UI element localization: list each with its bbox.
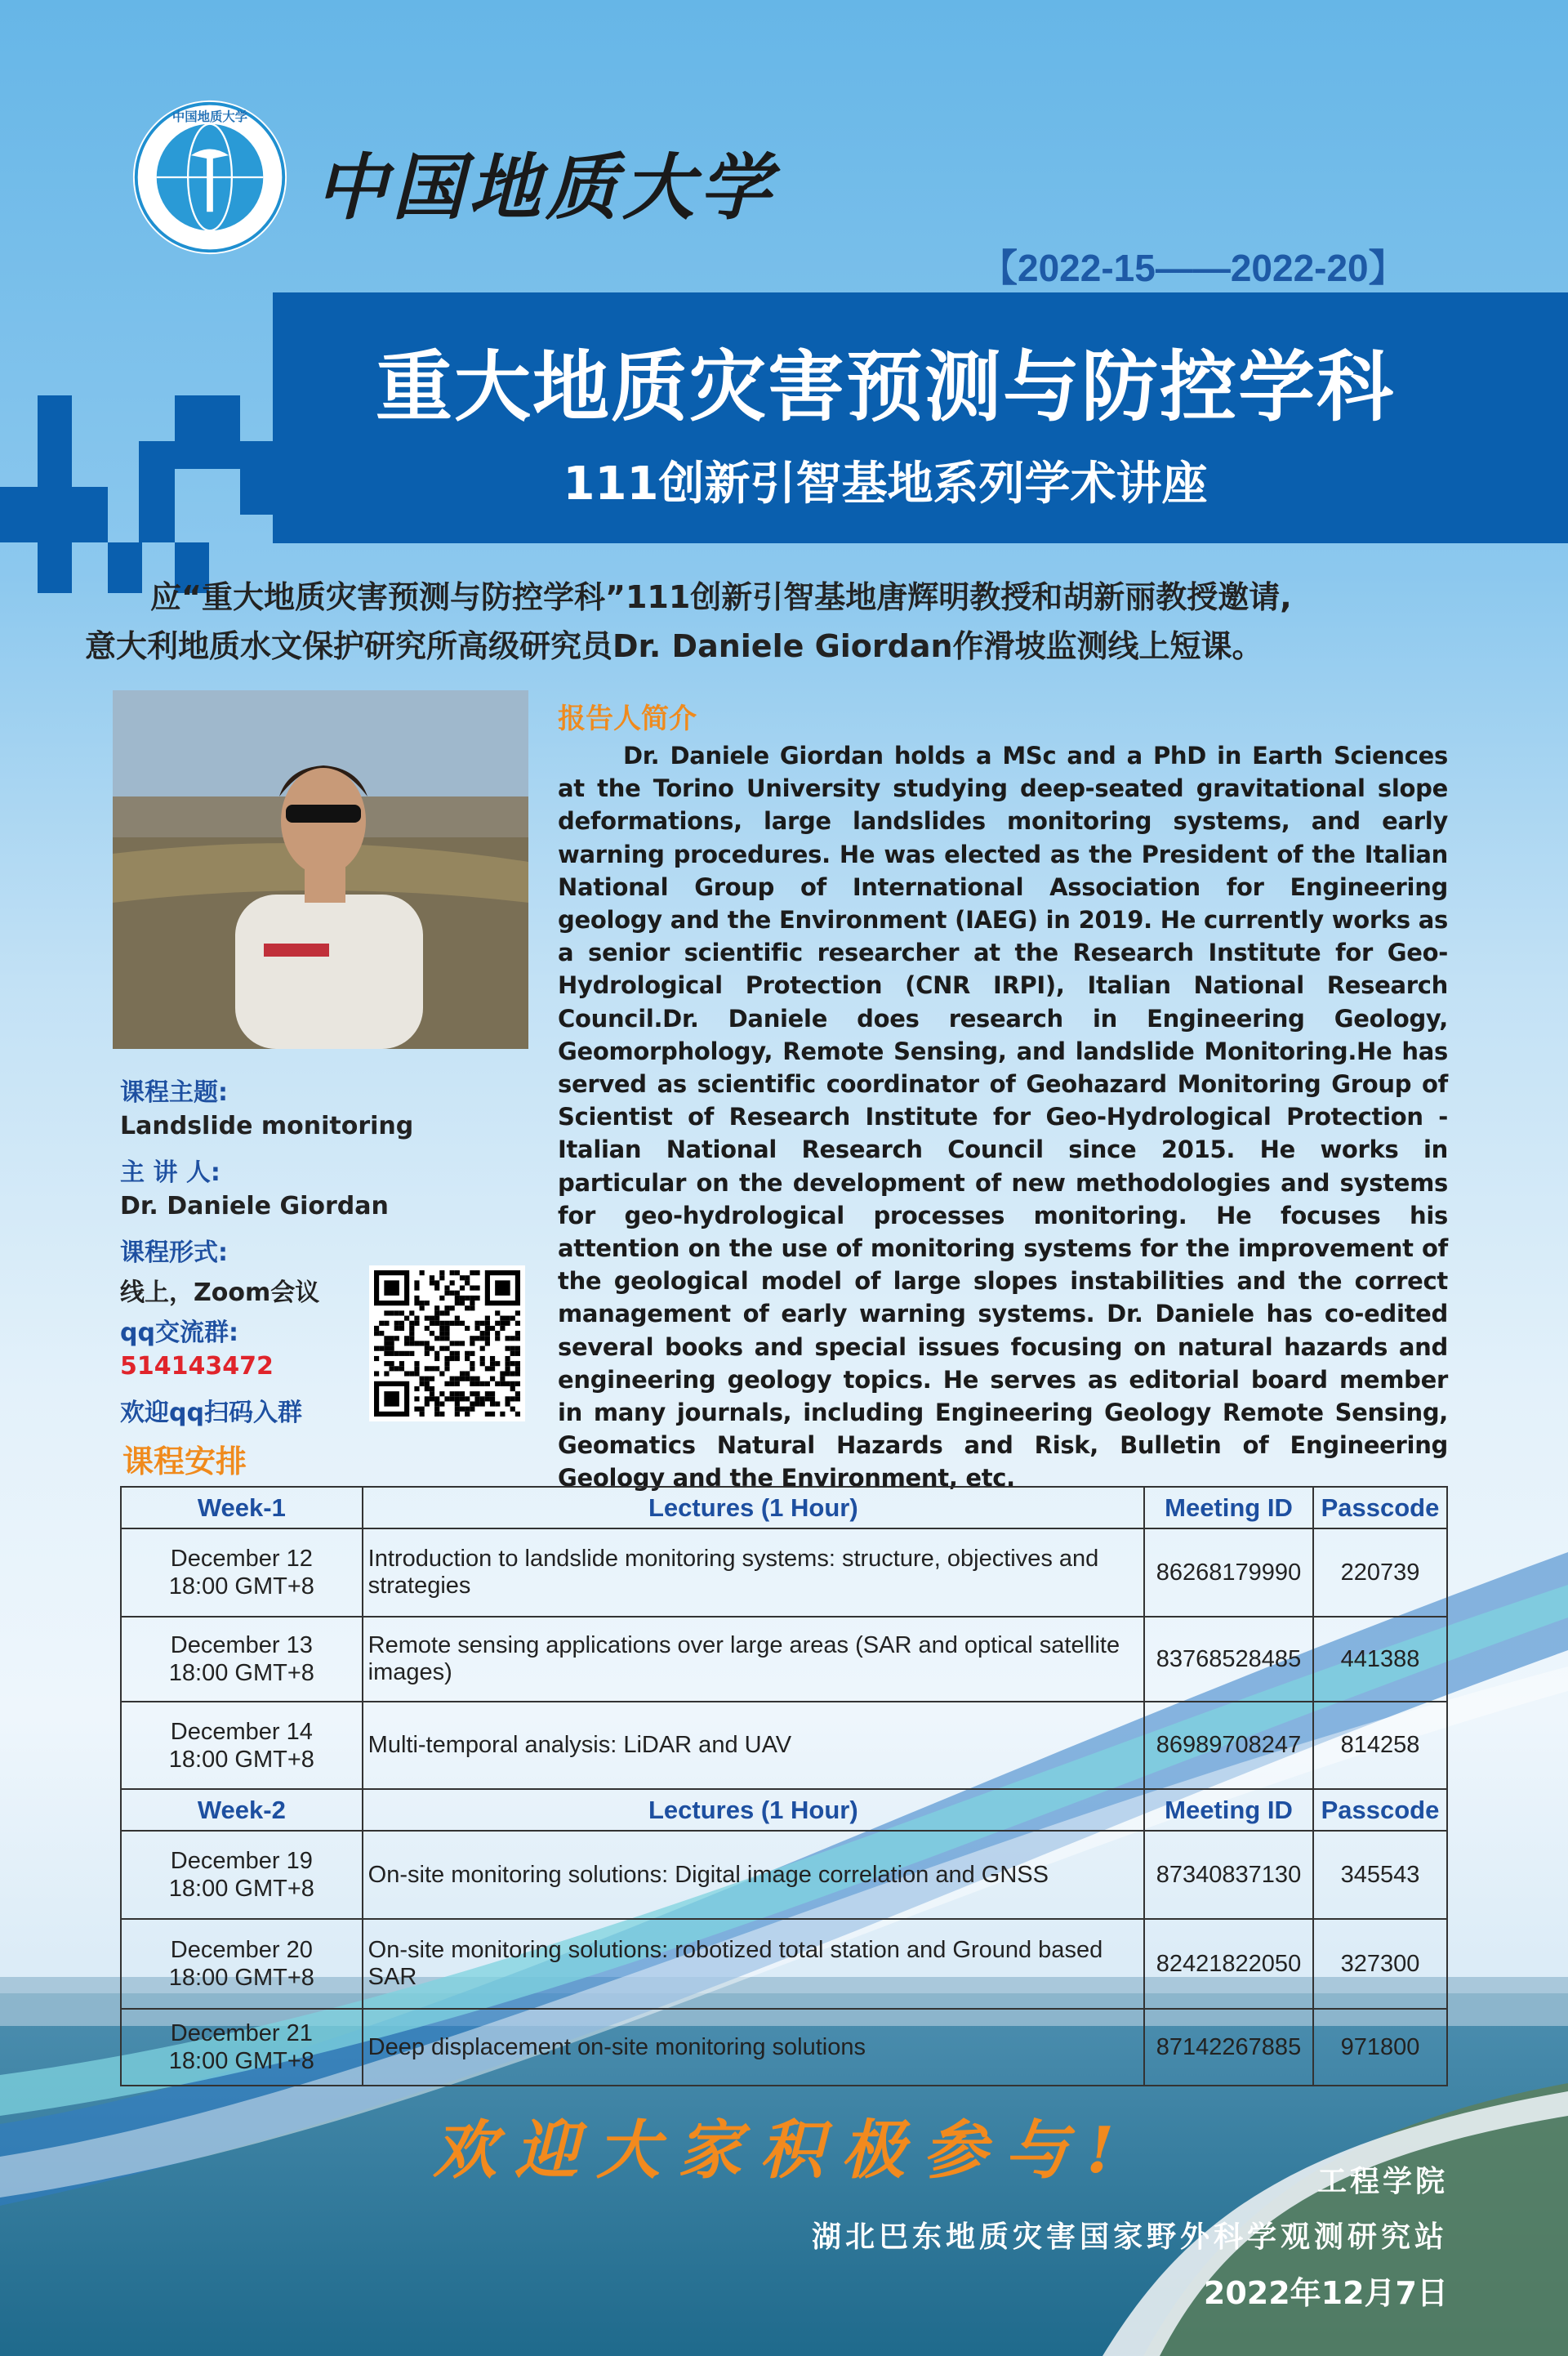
svg-text:中国地质大学: 中国地质大学 — [172, 109, 248, 124]
lecture-row — [121, 1617, 1447, 1702]
week-header-row — [121, 1789, 1447, 1831]
meeting-id[interactable]: 83768528485 — [1144, 1617, 1313, 1702]
format-value: 线上，Zoom会议 — [120, 1278, 320, 1307]
meeting-id-header: Meeting ID — [1144, 1789, 1313, 1831]
week-header: Week-1 — [121, 1487, 363, 1528]
lecture-datetime — [121, 1831, 363, 1919]
banner-title: 重大地质灾害预测与防控学科 — [375, 343, 1395, 432]
lecture-datetime — [121, 1528, 363, 1617]
passcode-header: Passcode — [1313, 1789, 1447, 1831]
lecture-title: Introduction to landslide monitoring systems: structure, objectives and strategies — [363, 1528, 1144, 1617]
bio-heading: 报告人简介 — [558, 703, 697, 735]
lecture-time: 18:00 GMT+8 — [168, 1965, 314, 1991]
lecture-title: Multi-temporal analysis: LiDAR and UAV — [363, 1702, 1144, 1789]
passcode[interactable]: 345543 — [1313, 1831, 1447, 1919]
qq-scan-prompt: 欢迎qq扫码入群 — [120, 1399, 302, 1427]
bio-text: Dr. Daniele Giordan holds a MSc and a PhD in Earth Sciences at the Torino University studying deep-seated gravitational slope deformations, large landslides monitoring systems, and early warning procedures. He was elected as the President of the Italian National Group of International Association for Engineering geology and the Environment (IAEG) in 2019. He currently works as a senior scientific researcher at the Research Institute for Geo-Hydrological Protection (CNR IRPI), Italian National Research Council.Dr. Daniele does research in Engineering Geology, Geomorphology, Remote Sensing, and landslide Monitoring.He has served as scientific coordinator of Geohazard Monitoring Group of Scientist of Research Institute for Geo-Hydrological Protection - Italian National Research Council since 2015. He works in particular on the development of new methodologies and systems for geo-hydrological processes monitoring. He focuses his attention on the use of monitoring systems for the improvement of the geological model of large slopes instabilities and the correct management of early warning systems. Dr. Daniele has co-edited several books and special issues focusing on natural hazards and engineering geology topics. He serves as editorial board member in many journals, including Engineering Geology Remote Sensing, Geomatics Natural Hazards and Risk, Bulletin of Engineering Geology and the Environment, etc. — [558, 742, 1448, 1493]
lecture-date: December 12 — [170, 1546, 313, 1572]
schedule-table — [120, 1486, 1448, 2086]
meeting-id[interactable]: 86989708247 — [1144, 1702, 1313, 1789]
lecture-datetime — [121, 2009, 363, 2086]
intro-line-1: 应“重大地质灾害预测与防控学科”111创新引智基地唐辉明教授和胡新丽教授邀请, — [150, 579, 1292, 615]
lecture-datetime — [121, 1919, 363, 2009]
topic-value: Landslide monitoring — [120, 1112, 414, 1140]
passcode[interactable]: 814258 — [1313, 1702, 1447, 1789]
meeting-id[interactable]: 87340837130 — [1144, 1831, 1313, 1919]
lecture-datetime — [121, 1702, 363, 1789]
meeting-id-header: Meeting ID — [1144, 1487, 1313, 1528]
lecture-date: December 20 — [170, 1937, 313, 1963]
passcode-header: Passcode — [1313, 1487, 1447, 1528]
week-header: Week-2 — [121, 1789, 363, 1831]
passcode[interactable]: 327300 — [1313, 1919, 1447, 2009]
meeting-id[interactable]: 86268179990 — [1144, 1528, 1313, 1617]
lecture-title: Remote sensing applications over large areas (SAR and optical satellite images) — [363, 1617, 1144, 1702]
lecture-time: 18:00 GMT+8 — [168, 1660, 314, 1686]
speaker-label: 主 讲 人: — [120, 1158, 220, 1187]
lecture-date: December 21 — [170, 2020, 313, 2046]
banner-subtitle: 111创新引智基地系列学术讲座 — [563, 457, 1208, 511]
topic-label: 课程主题: — [120, 1078, 228, 1107]
lecture-series-range: 【2022-15——2022-20】 — [980, 247, 1406, 289]
lecture-datetime — [121, 1617, 363, 1702]
organizer-school: 工程学院 — [1316, 2165, 1448, 2198]
passcode[interactable]: 971800 — [1313, 2009, 1447, 2086]
qq-group-number: 514143472 — [120, 1352, 274, 1381]
schedule-heading: 课程安排 — [122, 1443, 247, 1479]
issue-date: 2022年12月7日 — [1203, 2275, 1448, 2311]
university-name: 中国地质大学 — [315, 145, 777, 230]
lecture-date: December 14 — [170, 1718, 313, 1745]
lecture-title: On-site monitoring solutions: robotized total station and Ground based SAR — [363, 1919, 1144, 2009]
lecture-title: Deep displacement on-site monitoring solutions — [363, 2009, 1144, 2086]
lectures-header: Lectures (1 Hour) — [363, 1487, 1144, 1528]
passcode[interactable]: 441388 — [1313, 1617, 1447, 1702]
welcome-slogan: 欢迎大家积极参与! — [433, 2113, 1133, 2188]
qq-group-label: qq交流群: — [120, 1319, 238, 1347]
university-logo — [131, 99, 288, 256]
meeting-id[interactable]: 82421822050 — [1144, 1919, 1313, 2009]
lecture-time: 18:00 GMT+8 — [168, 1876, 314, 1902]
passcode[interactable]: 220739 — [1313, 1528, 1447, 1617]
lecture-row — [121, 1831, 1447, 1919]
lecture-time: 18:00 GMT+8 — [168, 2048, 314, 2074]
lectures-header: Lectures (1 Hour) — [363, 1789, 1144, 1831]
lecture-row — [121, 2009, 1447, 2086]
qq-qr-code[interactable] — [369, 1265, 525, 1421]
lecture-date: December 19 — [170, 1848, 313, 1874]
lecture-row — [121, 1919, 1447, 2009]
intro-line-2: 意大利地质水文保护研究所高级研究员Dr. Daniele Giordan作滑坡监测线上短课。 — [85, 628, 1263, 664]
speaker-photo — [113, 690, 528, 1049]
lecture-time: 18:00 GMT+8 — [168, 1746, 314, 1773]
speaker-value: Dr. Daniele Giordan — [120, 1192, 389, 1220]
week-header-row — [121, 1487, 1447, 1528]
organizer-station: 湖北巴东地质灾害国家野外科学观测研究站 — [811, 2220, 1448, 2254]
lecture-title: On-site monitoring solutions: Digital image correlation and GNSS — [363, 1831, 1144, 1919]
format-label: 课程形式: — [120, 1238, 228, 1267]
lecture-time: 18:00 GMT+8 — [168, 1573, 314, 1600]
lecture-date: December 13 — [170, 1632, 313, 1658]
lecture-row — [121, 1528, 1447, 1617]
meeting-id[interactable]: 87142267885 — [1144, 2009, 1313, 2086]
lecture-row — [121, 1702, 1447, 1789]
